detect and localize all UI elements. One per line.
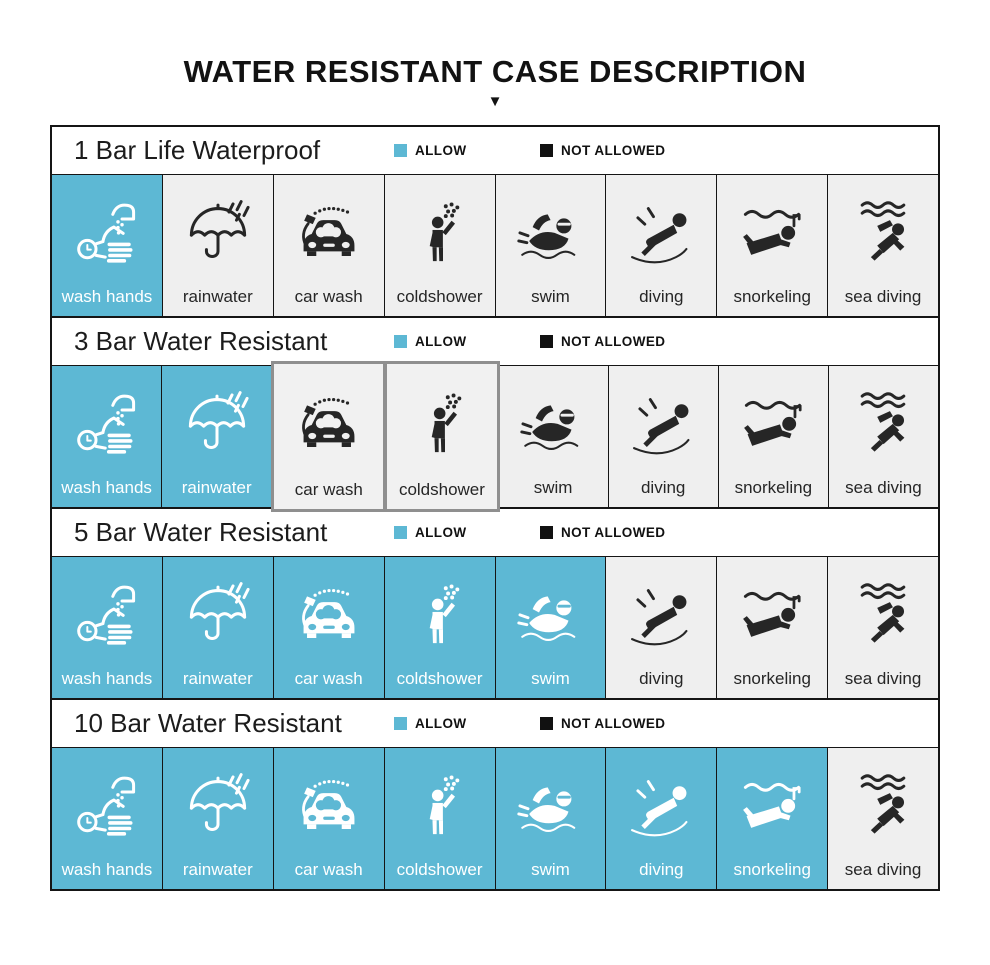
page-title: WATER RESISTANT CASE DESCRIPTION [183,54,807,89]
legend-allow-label: ALLOW [415,525,467,540]
legend-not-allowed-label: NOT ALLOWED [561,525,666,540]
cell-car-wash [274,557,385,698]
cell-label: coldshower [396,860,483,879]
cell-label: sea diving [844,287,922,306]
cell-swim [496,748,607,889]
cells-row [52,747,938,889]
cell-coldshower [385,175,496,316]
wash-hands-icon [70,579,144,653]
cell-rainwater [163,557,274,698]
icon-wrap [496,748,606,860]
cell-diving [606,748,717,889]
cell-label: snorkeling [733,287,811,306]
allow-swatch-icon [394,717,407,730]
cell-label: car wash [294,860,363,879]
cell-car-wash [271,361,386,512]
snorkeling-icon [735,197,809,271]
cell-label: wash hands [61,478,152,497]
umbrella-rain-icon [181,770,255,844]
legend-not-allowed [540,509,665,556]
icon-wrap [52,557,162,669]
not-allowed-swatch-icon [540,717,553,730]
wash-hands-icon [70,197,144,271]
section-title: 3 Bar Water Resistant [74,326,328,356]
icon-wrap [606,557,716,669]
cell-label: wash hands [61,669,153,688]
cell-rainwater [163,175,274,316]
cell-label: coldshower [396,287,483,306]
icon-wrap [163,748,273,860]
allow-swatch-icon [394,335,407,348]
cell-sea-diving [828,175,938,316]
umbrella-rain-icon [181,579,255,653]
cells-row [52,556,938,698]
cell-label: diving [639,669,684,688]
cell-label: swim [531,860,570,879]
cell-label: rainwater [182,669,253,688]
icon-wrap [274,364,383,480]
cell-car-wash [274,748,385,889]
diving-icon [624,579,698,653]
cell-label: rainwater [182,287,253,306]
cell-swim [496,175,607,316]
legend-allow-label: ALLOW [415,143,467,158]
legend-not-allowed [540,700,665,747]
cell-wash-hands [52,175,163,316]
cell-label: car wash [294,480,363,499]
cell-snorkeling [717,175,828,316]
sea-diving-icon [846,579,920,653]
not-allowed-swatch-icon [540,526,553,539]
sea-diving-icon [846,388,920,462]
legend-allow [394,127,467,174]
icon-wrap [828,557,938,669]
cell-swim [499,366,609,507]
umbrella-rain-icon [181,197,255,271]
icon-wrap [163,557,273,669]
legend-not-allowed-label: NOT ALLOWED [561,716,666,731]
icon-wrap [274,175,384,287]
cell-label: swim [531,287,570,306]
icon-wrap [829,366,938,478]
icon-wrap [496,175,606,287]
cells-row [52,174,938,316]
section-title: 5 Bar Water Resistant [74,517,328,547]
legend-allow-label: ALLOW [415,716,467,731]
icon-wrap [717,748,827,860]
allow-swatch-icon [394,144,407,157]
diving-icon [624,770,698,844]
snorkeling-icon [735,579,809,653]
cold-shower-icon [403,197,477,271]
section-10-bar [52,698,938,889]
cell-label: snorkeling [734,478,813,497]
cell-label: sea diving [844,669,922,688]
snorkeling-icon [735,770,809,844]
cell-swim [496,557,607,698]
cell-rainwater [163,748,274,889]
icon-wrap [274,748,384,860]
legend-allow [394,509,467,556]
down-triangle-icon: ▼ [487,93,503,110]
cell-label: sea diving [844,860,922,879]
cell-coldshower [385,557,496,698]
cold-shower-icon [403,770,477,844]
legend-allow [394,318,467,365]
icon-wrap [52,748,162,860]
cold-shower-icon [403,579,477,653]
cell-snorkeling [717,557,828,698]
legend-not-allowed-label: NOT ALLOWED [561,143,666,158]
icon-wrap [385,175,495,287]
swimmer-icon [513,579,587,653]
legend-not-allowed-label: NOT ALLOWED [561,334,666,349]
wash-hands-icon [70,770,144,844]
cell-diving [606,175,717,316]
not-allowed-swatch-icon [540,144,553,157]
icon-wrap [828,175,938,287]
legend-allow [394,700,467,747]
allow-swatch-icon [394,526,407,539]
not-allowed-swatch-icon [540,335,553,348]
icon-wrap [385,748,495,860]
cell-snorkeling [717,748,828,889]
cell-rainwater [162,366,272,507]
car-wash-icon [292,197,366,271]
cell-diving [606,557,717,698]
cell-diving [609,366,719,507]
section-header [52,318,938,365]
cold-shower-icon [405,388,479,462]
cell-label: rainwater [182,860,253,879]
cell-label: snorkeling [733,669,811,688]
swimmer-icon [513,197,587,271]
cell-label: diving [640,478,686,497]
cell-wash-hands [52,748,163,889]
cell-sea-diving [829,366,938,507]
section-header [52,127,938,174]
section-header [52,700,938,747]
icon-wrap [719,366,828,478]
icon-wrap [385,557,495,669]
cell-car-wash [274,175,385,316]
icon-wrap [609,366,718,478]
icon-wrap [162,366,271,478]
car-wash-icon [292,579,366,653]
cell-label: diving [639,287,684,306]
icon-wrap [828,748,938,860]
umbrella-rain-icon [180,388,254,462]
car-wash-icon [292,388,366,462]
diving-icon [624,197,698,271]
icon-wrap [717,175,827,287]
cell-label: diving [639,860,684,879]
cell-coldshower [385,748,496,889]
cell-label: car wash [294,287,363,306]
icon-wrap [274,557,384,669]
icon-wrap [163,175,273,287]
cell-label: swim [533,478,573,497]
swimmer-icon [516,388,590,462]
cells-row [52,365,938,507]
icon-wrap [717,557,827,669]
cell-sea-diving [828,748,938,889]
car-wash-icon [292,770,366,844]
cell-wash-hands [52,557,163,698]
cell-label: wash hands [61,287,153,306]
cell-sea-diving [828,557,938,698]
cell-snorkeling [719,366,829,507]
legend-not-allowed [540,318,665,365]
sea-diving-icon [846,197,920,271]
cell-label: coldshower [398,480,485,499]
cell-label: car wash [294,669,363,688]
snorkeling-icon [736,388,810,462]
diving-icon [626,388,700,462]
section-5-bar [52,507,938,698]
legend-not-allowed [540,127,665,174]
icon-wrap [606,748,716,860]
icon-wrap [387,364,496,480]
sea-diving-icon [846,770,920,844]
cell-label: swim [531,669,570,688]
cell-label: sea diving [845,478,922,497]
icon-wrap [499,366,608,478]
legend-allow-label: ALLOW [415,334,467,349]
section-header [52,509,938,556]
cell-coldshower [384,361,499,512]
cell-label: rainwater [181,478,252,497]
section-1-bar [52,127,938,316]
cell-wash-hands [52,366,162,507]
icon-wrap [52,366,161,478]
section-3-bar [52,316,938,507]
icon-wrap [606,175,716,287]
wash-hands-icon [70,388,144,462]
cell-label: coldshower [396,669,483,688]
cell-label: snorkeling [733,860,811,879]
icon-wrap [52,175,162,287]
section-title: 10 Bar Water Resistant [74,708,342,738]
cell-label: wash hands [61,860,153,879]
swimmer-icon [513,770,587,844]
water-resistance-table [50,125,940,891]
icon-wrap [496,557,606,669]
section-title: 1 Bar Life Waterproof [74,135,321,165]
